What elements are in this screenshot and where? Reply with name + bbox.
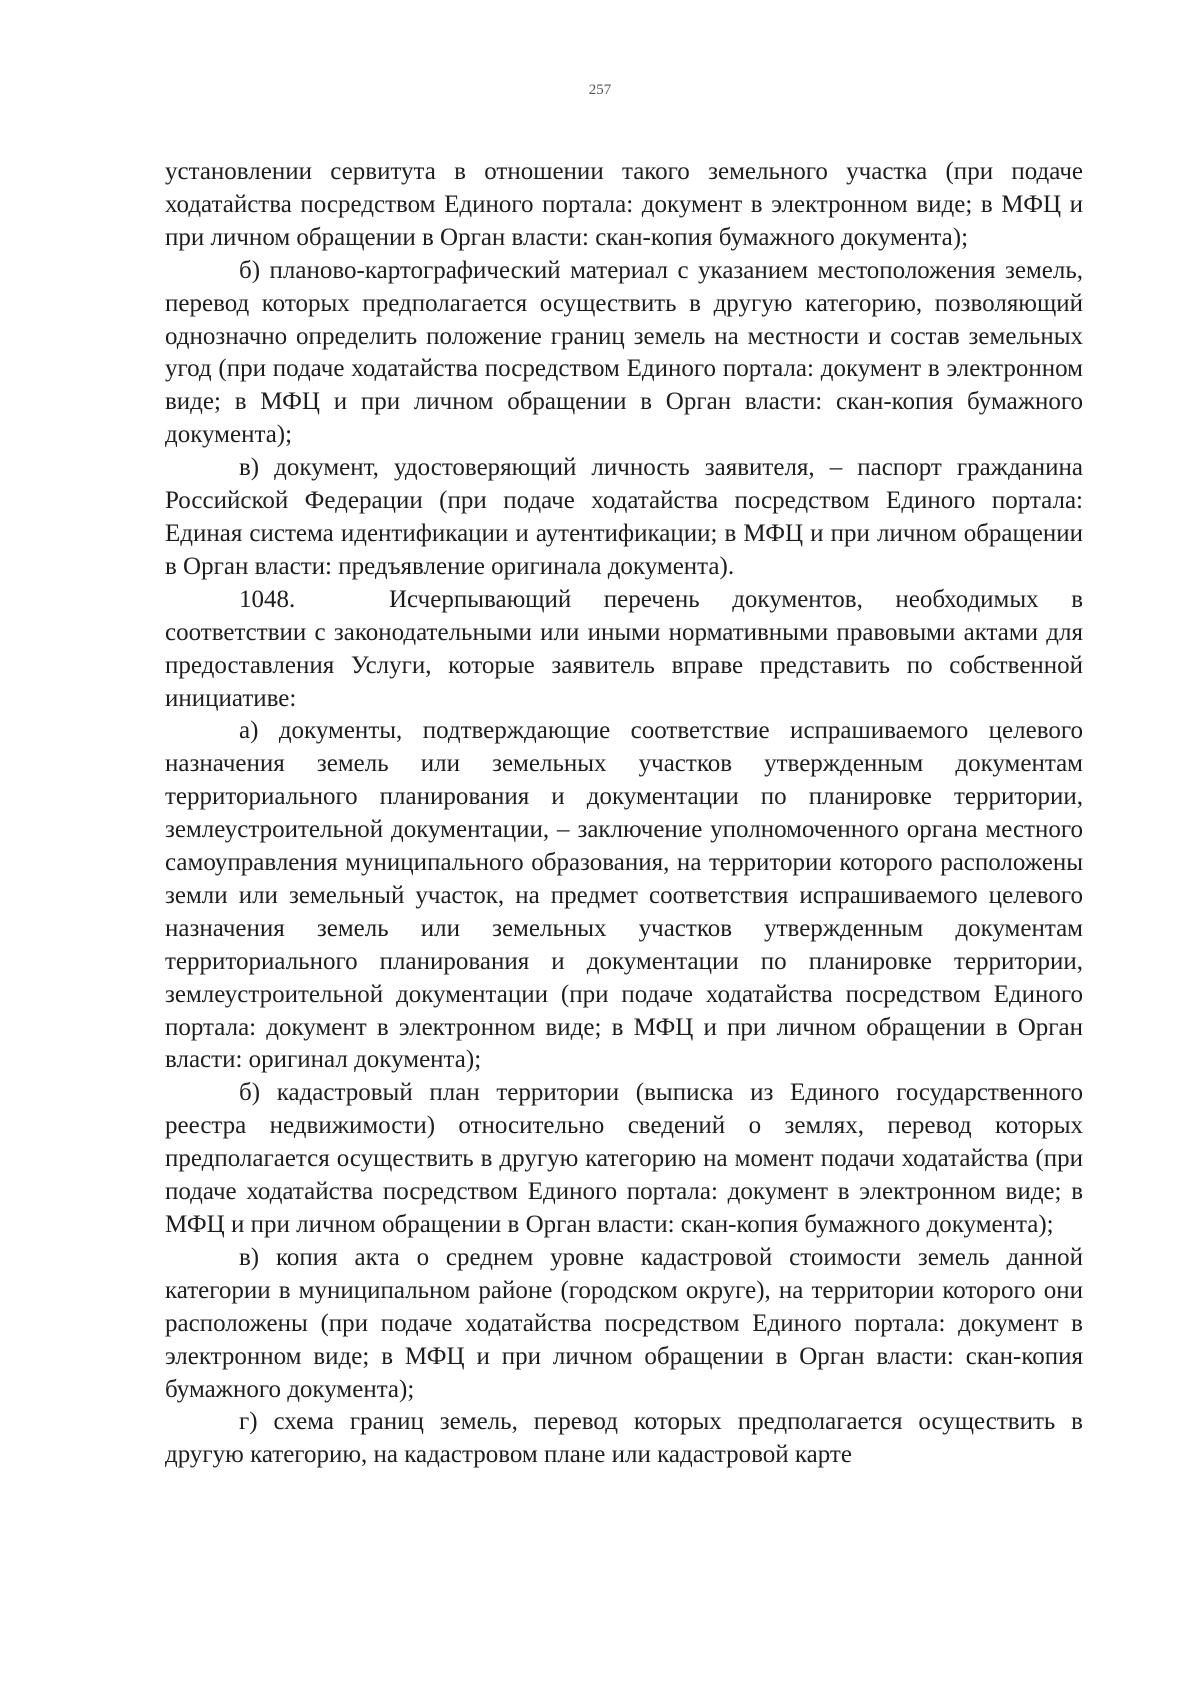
- page-number: 257: [588, 82, 612, 98]
- paragraph-item-v-cadastral-value-act: в) копия акта о среднем уровне кадастровой стоимости земель данной категории в муниципальном районе (городском округе), на территории которого они расположены (при подаче ходатайства посредством Единого портала: документ в электронном виде; в МФЦ и при личном обращении в Орган власти: скан-копия бумажного документа);: [165, 1243, 1083, 1403]
- clause-text: Исчерпывающий перечень документов, необходимых в соответствии с законодательными или иными нормативными правовыми актами для предоставления Услуги, которые заявитель вправе представить по собственной инициативе:: [165, 585, 1083, 712]
- paragraph-item-a-conformity-documents: а) документы, подтверждающие соответствие испрашиваемого целевого назначения земель или земельных участков утвержденным документам территориального планирования и документации по планировке территории, землеустроительной документации, – заключение уполномоченного органа местного самоуправления муниципального образования, на территории которого расположены земли или земельный участок, на предмет соответствия испрашиваемого целевого назначения земель или земельных участков утвержденным документам территориального планирования и документации по планировке территории, землеустроительной документации (при подаче ходатайства посредством Единого портала: документ в электронном виде; в МФЦ и при личном обращении в Орган власти: оригинал документа);: [165, 717, 1083, 1074]
- paragraph-item-b-planning-material: б) планово-картографический материал с указанием местоположения земель, перевод которых предполагается осуществить в другую категорию, позволяющий однозначно определить положение границ земель на местности и состав земельных угод (при подаче ходатайства посредством Единого портала: документ в электронном виде; в МФЦ и при личном обращении в Орган власти: скан-копия бумажного документа);: [165, 256, 1083, 449]
- paragraph-continuation: установлении сервитута в отношении такого земельного участка (при подаче ходатайства посредством Единого портала: документ в электронном виде; в МФЦ и при личном обращении в Орган власти: скан-копия бумажного документа);: [165, 158, 1083, 251]
- paragraph-item-v-identity-document: в) документ, удостоверяющий личность заявителя, – паспорт гражданина Российской Федерации (при подаче ходатайства посредством Единого портала: Единая система идентификации и аутентификации; в МФЦ и при личном обращении в Орган власти: предъявление оригинала документа).: [165, 454, 1083, 580]
- paragraph-item-b-cadastral-plan: б) кадастровый план территории (выписка из Единого государственного реестра недвижимости) относительно сведений о землях, перевод которых предполагается осуществить в другую категорию на момент подачи ходатайства (при подаче ходатайства посредством Единого портала: документ в электронном виде; в МФЦ и при личном обращении в Орган власти: скан-копия бумажного документа);: [165, 1079, 1083, 1238]
- paragraph-item-g-boundary-scheme: г) схема границ земель, перевод которых предполагается осуществить в другую категорию, на кадастровом плане или кадастровой карте: [165, 1408, 1083, 1469]
- document-body: [165, 156, 1083, 1472]
- clause-number: 1048.: [239, 585, 296, 613]
- paragraph-clause-1048: [165, 584, 1083, 716]
